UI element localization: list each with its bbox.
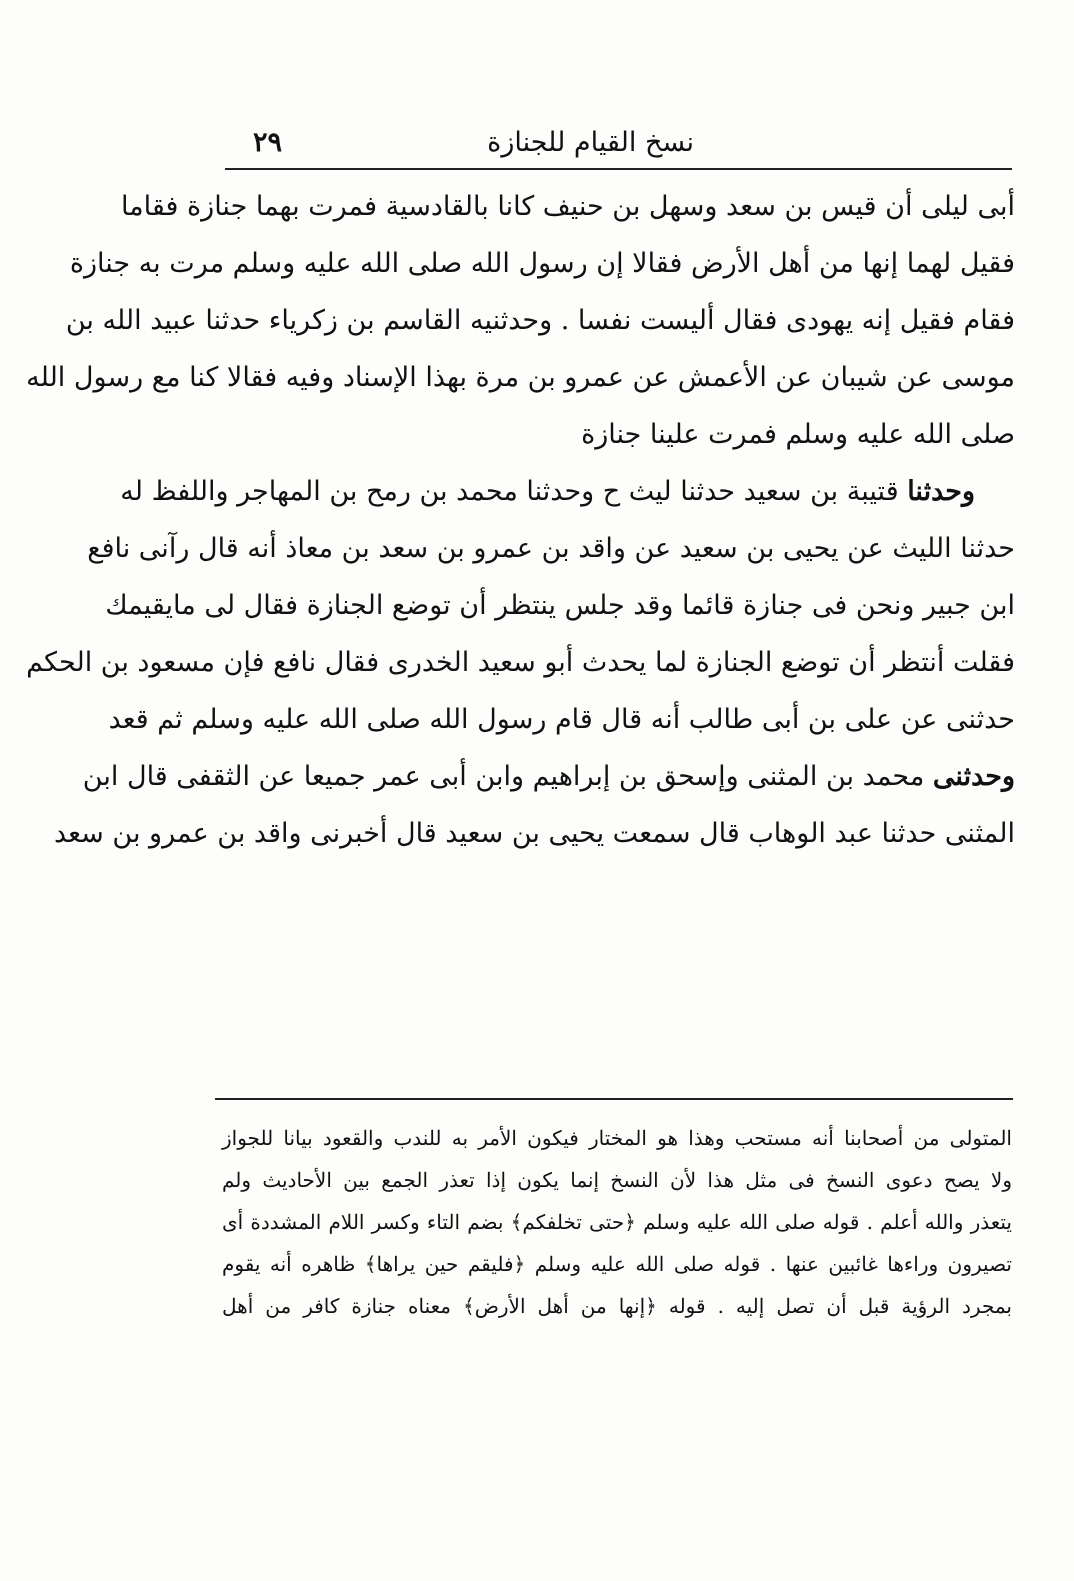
hadith-text-block [26,178,1015,1078]
lead-word: وحدثنا [907,476,975,507]
text-line: فقلت أنتظر أن توضع الجنازة لما يحدث أبو سعيد الخدرى فقال نافع فإن مسعود بن الحكم [26,647,1015,678]
text-line: موسى عن شيبان عن الأعمش عن عمرو بن مرة بهذا الإسناد وفيه فقالا كنا مع رسول الله [26,362,1015,393]
text-line: صلى الله عليه وسلم فمرت علينا جنازة [581,419,1015,450]
text-line: أبى ليلى أن قيس بن سعد وسهل بن حنيف كانا بالقادسية فمرت بهما جنازة فقاما [120,191,1015,222]
commentary-footnotes [222,1117,1012,1387]
footnote-line: يتعذر والله أعلم . قوله صلى الله عليه وسلم ﴿حتى تخلفكم﴾ بضم التاء وكسر اللام المشددة أى [222,1210,1012,1234]
running-title: نسخ القيام للجنازة [487,127,694,158]
text-line: المثنى حدثنا عبد الوهاب قال سمعت يحيى بن سعيد قال أخبرنى واقد بن عمرو بن سعد [53,818,1015,849]
footnote-line: بمجرد الرؤية قبل أن تصل إليه . قوله ﴿إنها من أهل الأرض﴾ معناه جنازة كافر من أهل [222,1294,1012,1318]
text-line-rest: قتيبة بن سعيد حدثنا ليث ح وحدثنا محمد بن رمح بن المهاجر واللفظ له [120,476,899,507]
text-line-rest: محمد بن المثنى وإسحق بن إبراهيم وابن أبى عمر جميعا عن الثقفى قال ابن [82,761,925,792]
text-line-with-lead [82,748,1015,805]
text-line-with-lead [120,463,1015,520]
footnote-line: ولا يصح دعوى النسخ فى مثل هذا لأن النسخ إنما يكون إذا تعذر الجمع بين الأحاديث ولم [222,1168,1012,1192]
page-number: ٢٩ [253,127,283,158]
text-line: حدثنى عن على بن أبى طالب أنه قال قام رسول الله صلى الله عليه وسلم ثم قعد [108,704,1015,735]
text-line: ابن جبير ونحن فى جنازة قائما وقد جلس ينتظر أن توضع الجنازة فقال لى مايقيمك [105,590,1015,621]
lead-word: وحدثنى [932,761,1015,792]
footnote-line: المتولى من أصحابنا أنه مستحب وهذا هو المختار فيكون الأمر به للندب والقعود بيانا للجواز [222,1126,1012,1150]
text-line: حدثنا الليث عن يحيى بن سعيد عن واقد بن عمرو بن سعد بن معاذ أنه قال رآنى نافع [87,533,1015,564]
footnote-line: تصيرون وراءها غائبين عنها . قوله صلى الله عليه وسلم ﴿فليقم حين يراها﴾ ظاهره أنه يقوم [222,1252,1012,1276]
footnote-divider [215,1098,1013,1100]
header-divider [225,168,1012,170]
text-line: فقام فقيل إنه يهودى فقال أليست نفسا . وحدثنيه القاسم بن زكرياء حدثنا عبيد الله بن [65,305,1015,336]
text-line: فقيل لهما إنها من أهل الأرض فقالا إن رسول الله صلى الله عليه وسلم مرت به جنازة [69,248,1015,279]
page-header [225,118,1012,168]
